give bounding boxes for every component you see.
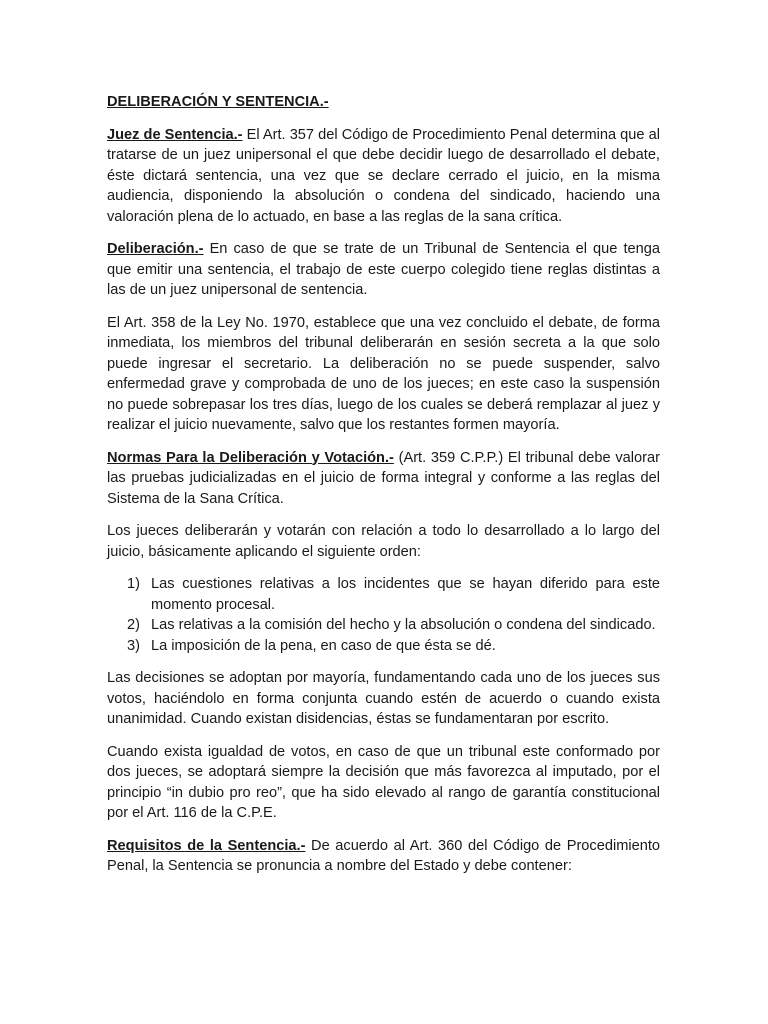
paragraph-deliberacion [107, 239, 660, 301]
list-item-text: Las relativas a la comisión del hecho y la absolución o condena del sindicado. [151, 617, 656, 633]
list-item-number: 2) [127, 617, 140, 633]
numbered-list [107, 574, 660, 656]
paragraph-juez-de-sentencia [107, 125, 660, 228]
list-item [107, 574, 660, 615]
list-item-number: 1) [127, 576, 140, 592]
section-heading-normas-deliberacion: Normas Para la Deliberación y Votación.- [107, 449, 394, 466]
paragraph-igualdad-votos: Cuando exista igualdad de votos, en caso de que un tribunal este conformado por dos jueces, se adoptará siempre la decisión que más favorezca al imputado, por el principio “in dubio pro reo”, que ha sido elevado al rango de garantía constitucional por el Art. 116 de la C.P.E. [107, 743, 660, 821]
paragraph-text: En caso de que se trate de un Tribunal de Sentencia el que tenga que emitir una sentencia, el trabajo de este cuerpo colegido tiene reglas distintas a las de un juez unipersonal de sentencia. [107, 241, 660, 298]
document-page [107, 92, 660, 889]
section-heading-juez-de-sentencia: Juez de Sentencia.- [107, 126, 243, 143]
paragraph-text: De acuerdo al Art. 360 del Código de Procedimiento Penal, la Sentencia se pronuncia a nombre del Estado y debe contener: [107, 837, 660, 874]
list-item-number: 3) [127, 637, 140, 654]
section-heading-requisitos-sentencia: Requisitos de la Sentencia.- [107, 837, 306, 854]
document-title: DELIBERACIÓN Y SENTENCIA.- [107, 94, 329, 110]
paragraph-orden-votacion: Los jueces deliberarán y votarán con relación a todo lo desarrollado a lo largo del juicio, básicamente aplicando el siguiente orden: [107, 523, 660, 560]
paragraph-decisiones: Las decisiones se adoptan por mayoría, fundamentando cada uno de los jueces sus votos, haciéndolo en forma conjunta cuando estén de acuerdo o cuando exista unanimidad. Cuando existan disidencias, éstas se fundamentaran por escrito. [107, 670, 660, 727]
list-item-text: Las cuestiones relativas a los incidentes que se hayan diferido para este momento procesal. [151, 576, 660, 613]
paragraph-text: El Art. 357 del Código de Procedimiento Penal determina que al tratarse de un juez unipersonal el que debe decidir luego de desarrollado el debate, éste dictará sentencia, una vez que se declare cerrado el juicio, en la misma audiencia, disponiendo la absolución o condena del sindicado, haciendo una valoración plena de lo actuado, en base a las reglas de la sana crítica. [107, 126, 660, 225]
list-item [107, 636, 660, 657]
paragraph-normas-deliberacion [107, 448, 660, 510]
section-heading-deliberacion: Deliberación.- [107, 241, 204, 257]
list-item-text: La imposición de la pena, en caso de que ésta se dé. [151, 637, 496, 654]
paragraph-requisitos-sentencia [107, 836, 660, 877]
paragraph-text: (Art. 359 C.P.P.) El tribunal debe valorar las pruebas judicializadas en el juicio de forma integral y conforme a las reglas del Sistema de la Sana Crítica. [107, 449, 660, 507]
list-item [107, 615, 660, 636]
paragraph-art-358: El Art. 358 de la Ley No. 1970, establece que una vez concluido el debate, de forma inmediata, los miembros del tribunal deliberarán en sesión secreta a la que solo puede ingresar el secretario. La deliberación no se puede suspender, salvo enfermedad grave y comprobada de uno de los jueces; en este caso la suspensión no puede sobrepasar los tres días, luego de los cuales se deberá remplazar al juez y realizar el juicio nuevamente, salvo que los restantes formen mayoría. [107, 314, 660, 433]
